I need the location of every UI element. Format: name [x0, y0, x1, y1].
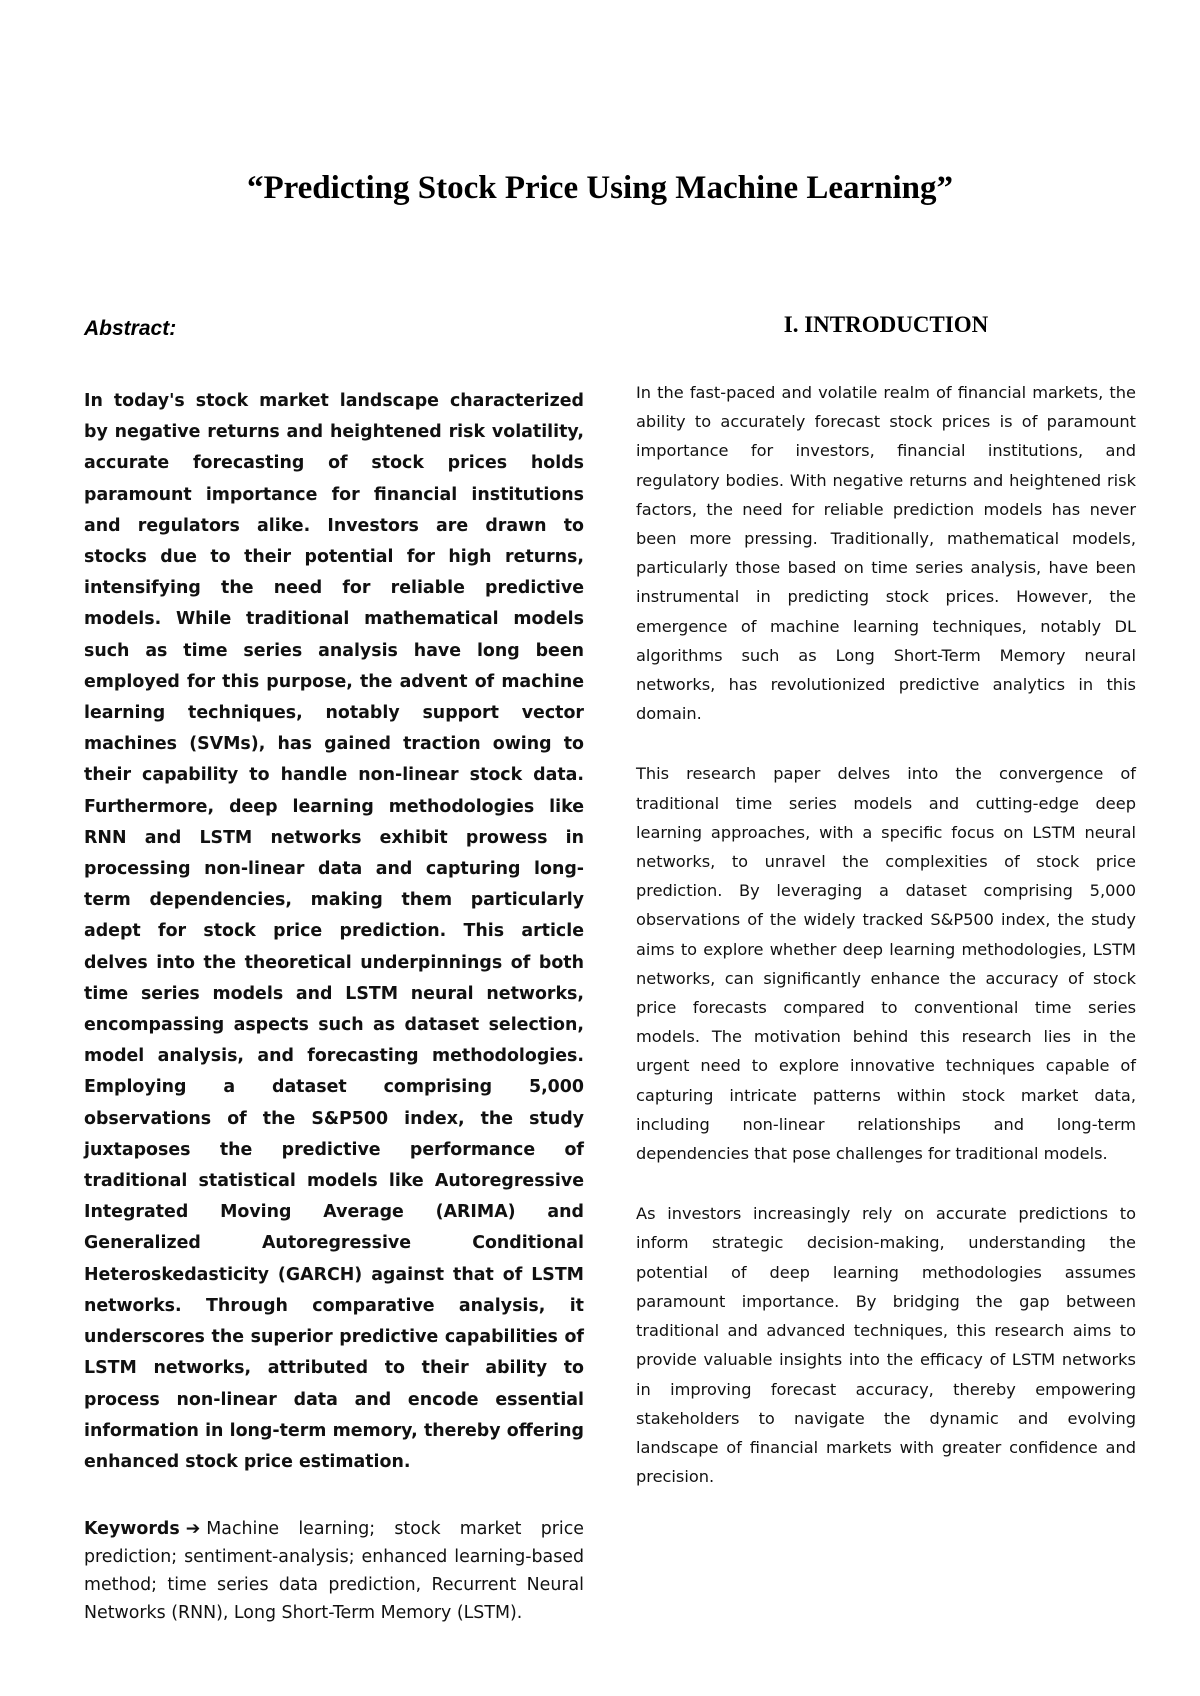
introduction-heading: I. INTRODUCTION — [783, 312, 989, 337]
introduction-paragraph-2: This research paper delves into the convergence of traditional time series models and cutting-edge deep learning approaches, with a specific focus on LSTM neural networks, to unravel the complexities of stock price prediction. By leveraging a dataset comprising 5,000 observations of the widely tracked S&P500 index, the study aims to explore whether deep learning methodologies, LSTM networks, can significantly enhance the accuracy of stock price forecasts compared to conventional time series models. The motivation behind this research lies in the urgent need to explore innovative techniques capable of capturing intricate patterns within stock market data, including non-linear relationships and long-term dependencies that pose challenges for traditional models. — [636, 764, 1136, 1164]
abstract-heading: Abstract: — [84, 317, 177, 340]
keywords-text: Machine learning; stock market price prediction; sentiment-analysis; enhanced learning-based method; time series data prediction, Recurrent Neural Networks (RNN), Long Short-Term Memory (LSTM). — [84, 1519, 584, 1623]
introduction-paragraph-1: In the fast-paced and volatile realm of financial markets, the ability to accurately forecast stock prices is of paramount importance for investors, financial institutions, and regulatory bodies. With negative returns and heightened risk factors, the need for reliable prediction models has never been more pressing. Traditionally, mathematical models, particularly those based on time series analysis, have been instrumental in predicting stock prices. However, the emergence of machine learning techniques, notably DL algorithms such as Long Short-Term Memory neural networks, has revolutionized predictive analytics in this domain. — [636, 383, 1136, 724]
keywords-label: Keywords — [84, 1519, 180, 1540]
abstract-body: In today's stock market landscape characterized by negative returns and heightened risk volatility, accurate forecasting of stock prices holds paramount importance for financial institutions and regulators alike. Investors are drawn to stocks due to their potential for high returns, intensifying the need for reliable predictive models. While traditional mathematical models such as time series analysis have long been employed for this purpose, the advent of machine learning techniques, notably support vector machines (SVMs), has gained traction owing to their capability to handle non-linear stock data. Furthermore, deep learning methodologies like RNN and LSTM networks exhibit prowess in processing non-linear data and capturing long-term dependencies, making them particularly adept for stock price prediction. This article delves into the theoretical underpinnings of both time series models and LSTM neural networks, encompassing aspects such as dataset selection, model analysis, and forecasting methodologies. Employing a dataset comprising 5,000 observations of the S&P500 index, the study juxtaposes the predictive performance of traditional statistical models like Autoregressive Integrated Moving Average (ARIMA) and Generalized Autoregressive Conditional Heteroskedasticity (GARCH) against that of LSTM networks. Through comparative analysis, it underscores the superior predictive capabilities of LSTM networks, attributed to their ability to process non-linear data and encode essential information in long-term memory, thereby offering enhanced stock price estimation. — [84, 391, 584, 1472]
introduction-column — [636, 300, 1136, 1491]
arrow-right-icon: ➔ — [185, 1519, 201, 1540]
keywords-paragraph — [84, 1516, 584, 1627]
introduction-paragraph-3: As investors increasingly rely on accurate predictions to inform strategic decision-making, understanding the potential of deep learning methodologies assumes paramount importance. By bridging the gap between traditional and advanced techniques, this research aims to provide valuable insights into the efficacy of LSTM networks in improving forecast accuracy, thereby empowering stakeholders to navigate the dynamic and evolving landscape of financial markets with greater confidence and precision. — [636, 1204, 1136, 1487]
paper-title: “Predicting Stock Price Using Machine Learning” — [246, 170, 954, 206]
abstract-column — [84, 300, 584, 1627]
